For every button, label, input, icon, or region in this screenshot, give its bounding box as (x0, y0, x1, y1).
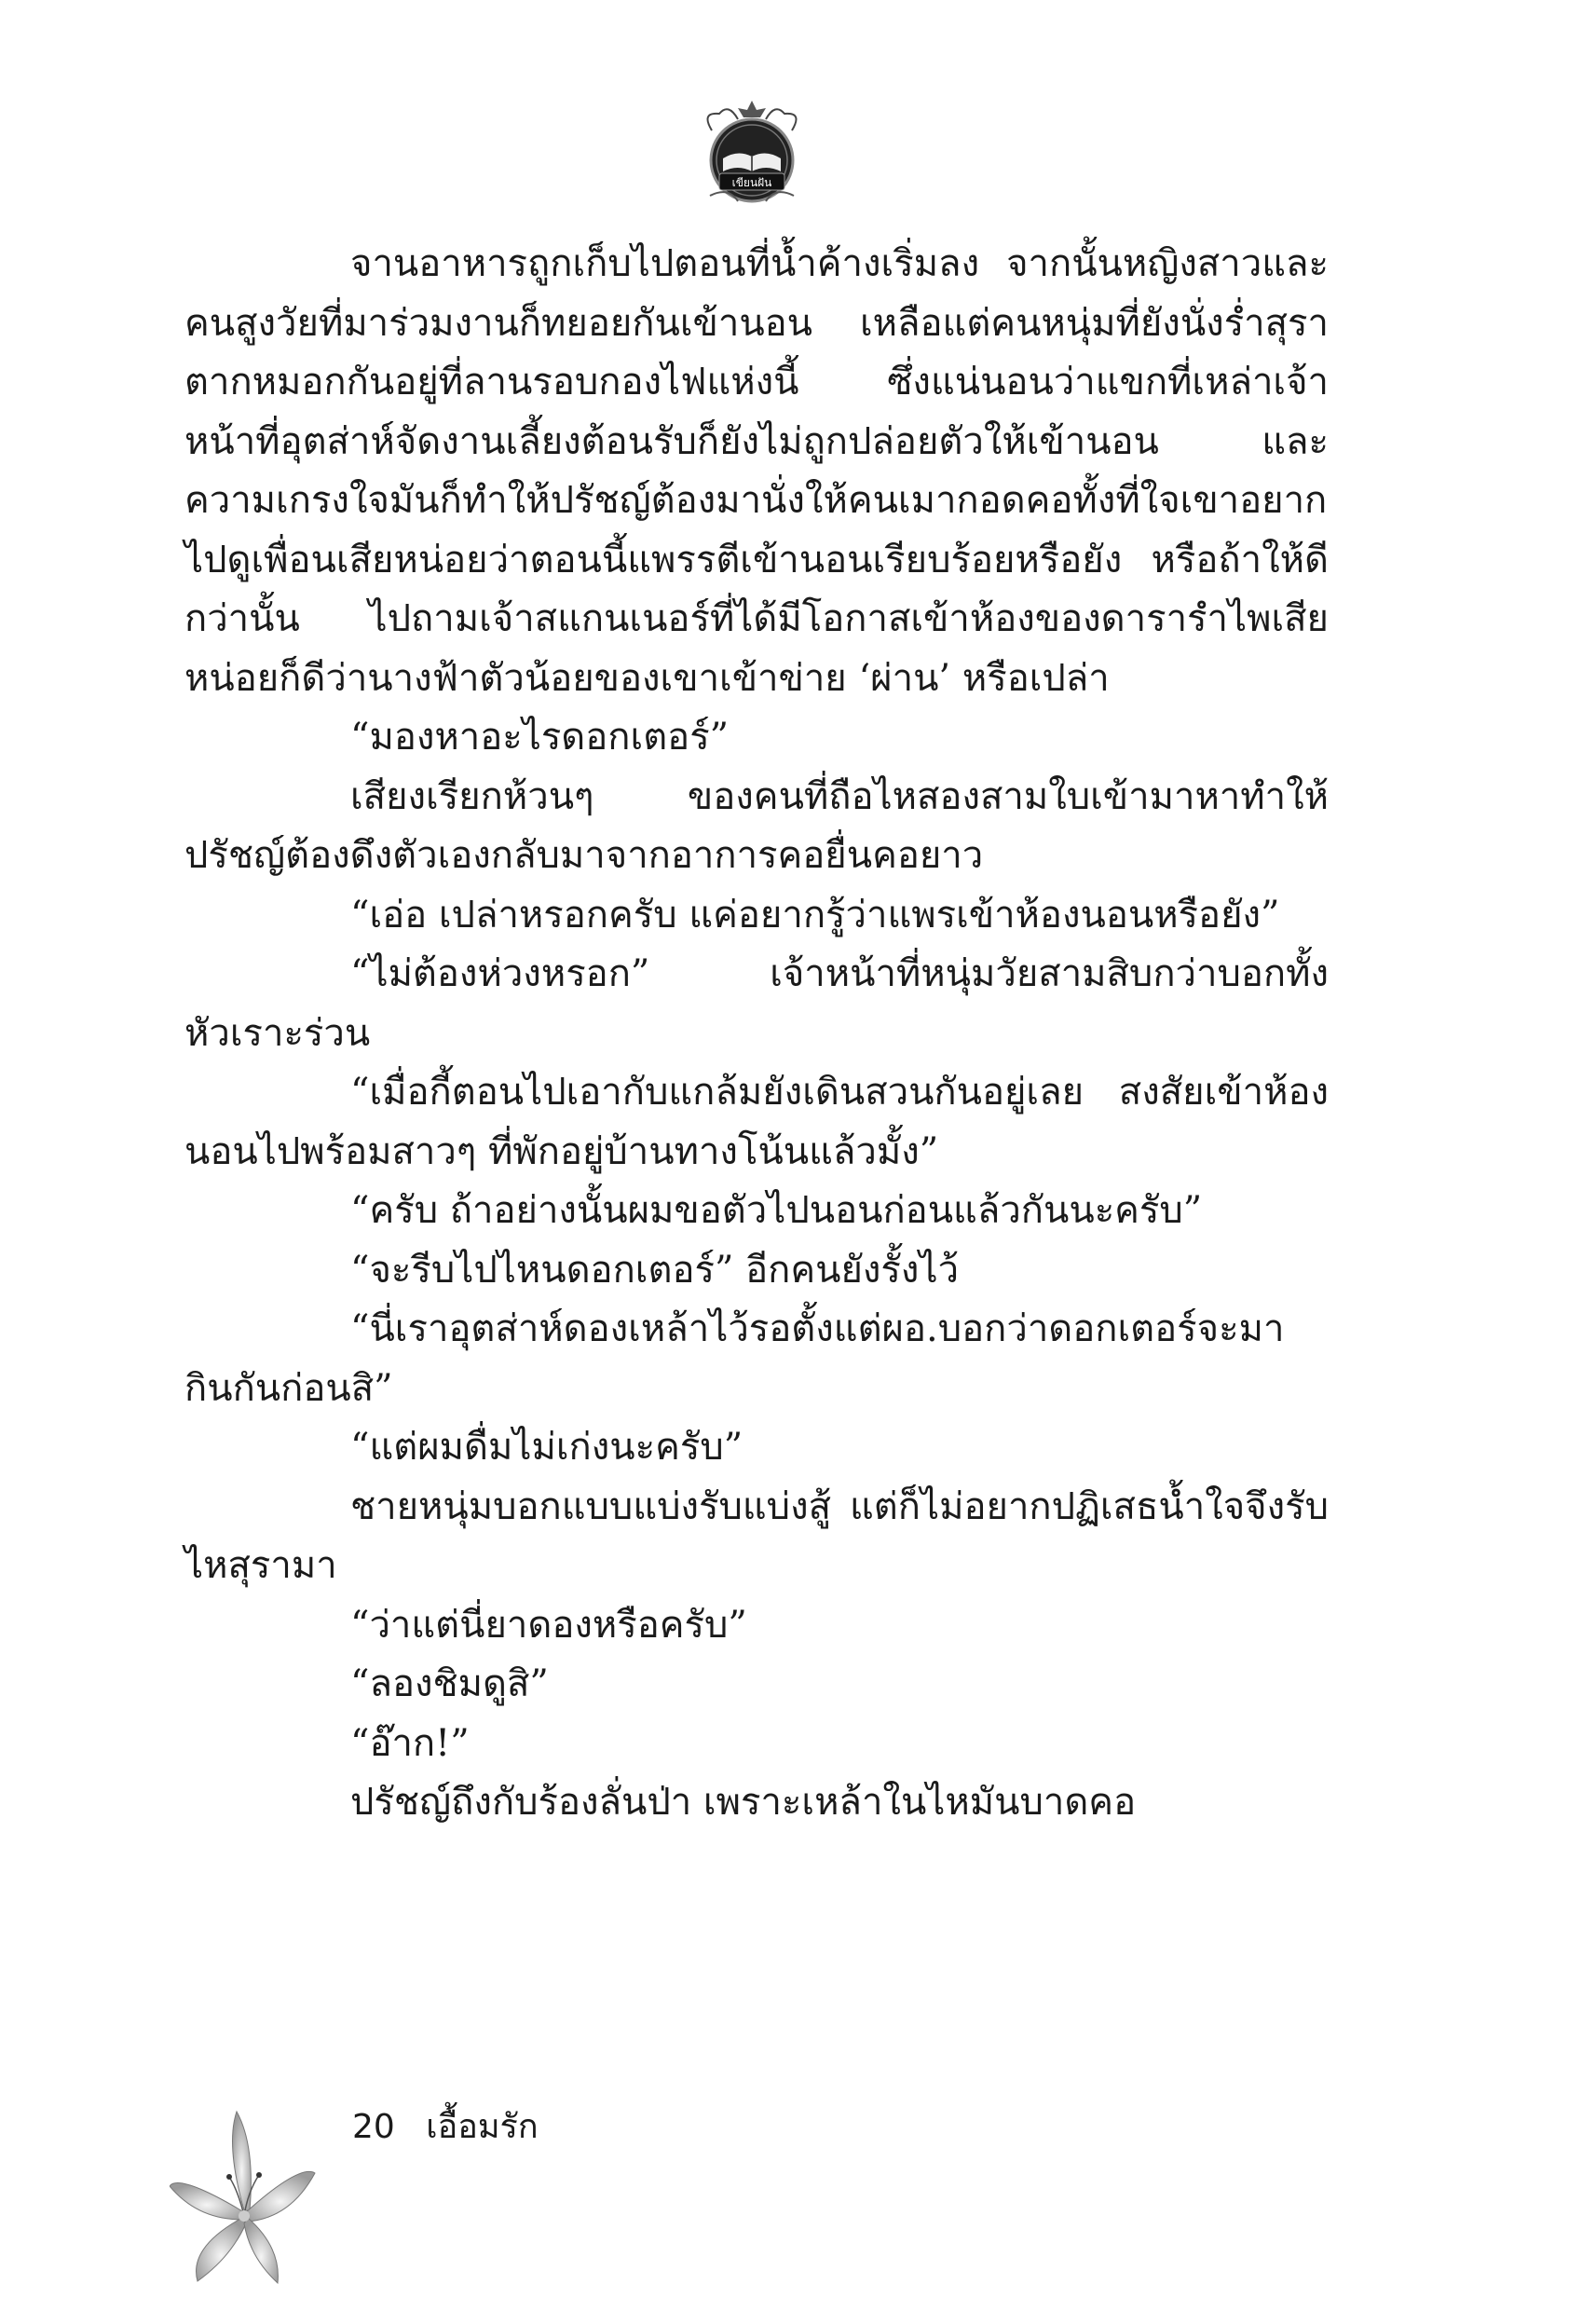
paragraph: “ครับ ถ้าอย่างนั้นผมขอตัวไปนอนก่อนแล้วกันนะครับ” (350, 1189, 1203, 1232)
paragraph: “เอ่อ เปล่าหรอกครับ แค่อยากรู้ว่าแพรเข้าห้องนอนหรือยัง” (350, 893, 1280, 937)
paragraph: “ไม่ต้องห่วงหรอก” เจ้าหน้าที่หนุ่มวัยสามสิบกว่าบอกทั้งหัวเราะร่วน (184, 952, 1329, 1055)
lily-flower-icon (170, 2108, 319, 2285)
paragraph: “นี่เราอุตส่าห์ดองเหล้าไว้รอตั้งแต่ผอ.บอกว่าดอกเตอร์จะมา กินกันก่อนสิ” (184, 1307, 1285, 1410)
paragraph: “อ๊าก!” (350, 1721, 470, 1765)
paragraph: “มองหาอะไรดอกเตอร์” (350, 716, 730, 759)
paragraph: ชายหนุ่มบอกแบบแบ่งรับแบ่งสู้ แต่ก็ไม่อยากปฏิเสธน้ำใจจึงรับไหสุรามา (184, 1484, 1329, 1587)
page-number: 20 (352, 2108, 395, 2146)
paragraph: “จะรีบไปไหนดอกเตอร์” อีกคนยังรั้งไว้ (350, 1248, 960, 1292)
paragraph: จานอาหารถูกเก็บไปตอนที่น้ำค้างเริ่มลง จากนั้นหญิงสาวและคนสูงวัยที่มาร่วมงานก็ทยอยกันเข้านอน เหลือแต่คนหนุ่มที่ยังนั่งร่ำสุราตากหมอกกันอยู่ที่ลานรอบกองไฟแห่งนี้ ซึ่งแน่นอนว่าแขกที่เหล่าเจ้าหน้าที่อุตส่าห์จัดงานเลี้ยงต้อนรับก็ยังไม่ถูกปล่อยตัวให้เข้านอน และความเกรงใจมันก็ทำให้ปรัชญ์ต้องมานั่งให้คนเมากอดคอทั้งที่ใจเขาอยากไปดูเพื่อนเสียหน่อยว่าตอนนี้แพรรตีเข้านอนเรียบร้อยหรือยัง หรือถ้าให้ดีกว่านั้น ไปถามเจ้าสแกนเนอร์ที่ได้มีโอกาสเข้าห้องของดารารำไพเสียหน่อยก็ดีว่านางฟ้าตัวน้อยของเขาเข้าข่าย ‘ผ่าน’ หรือเปล่า (184, 242, 1329, 700)
paragraph: ปรัชญ์ถึงกับร้องลั่นป่า เพราะเหล้าในไหมันบาดคอ (350, 1781, 1137, 1824)
paragraph: “แต่ผมดื่มไม่เก่งนะครับ” (350, 1426, 743, 1469)
paragraph: “เมื่อกี้ตอนไปเอากับแกล้มยังเดินสวนกันอยู่เลย สงสัยเข้าห้องนอนไปพร้อมสาวๆ ที่พักอยู่บ้านทางโน้นแล้วมั้ง” (184, 1071, 1329, 1173)
paragraph: “ลองชิมดูสิ” (350, 1662, 549, 1705)
body-text (184, 235, 1329, 1833)
book-title: เอื้อมรัก (426, 2108, 539, 2146)
header-logo (691, 93, 812, 214)
paragraph: “ว่าแต่นี่ยาดองหรือครับ” (350, 1603, 747, 1647)
footer-decoration (170, 2108, 319, 2285)
page-footer (352, 2104, 539, 2151)
logo-text: เขียนฝัน (731, 176, 772, 189)
book-emblem-icon (691, 93, 812, 214)
paragraph: เสียงเรียกห้วนๆ ของคนที่ถือไหสองสามใบเข้ามาหาทำให้ปรัชญ์ต้องดึงตัวเองกลับมาจากอาการคอยื่นคอยาว (184, 774, 1329, 877)
